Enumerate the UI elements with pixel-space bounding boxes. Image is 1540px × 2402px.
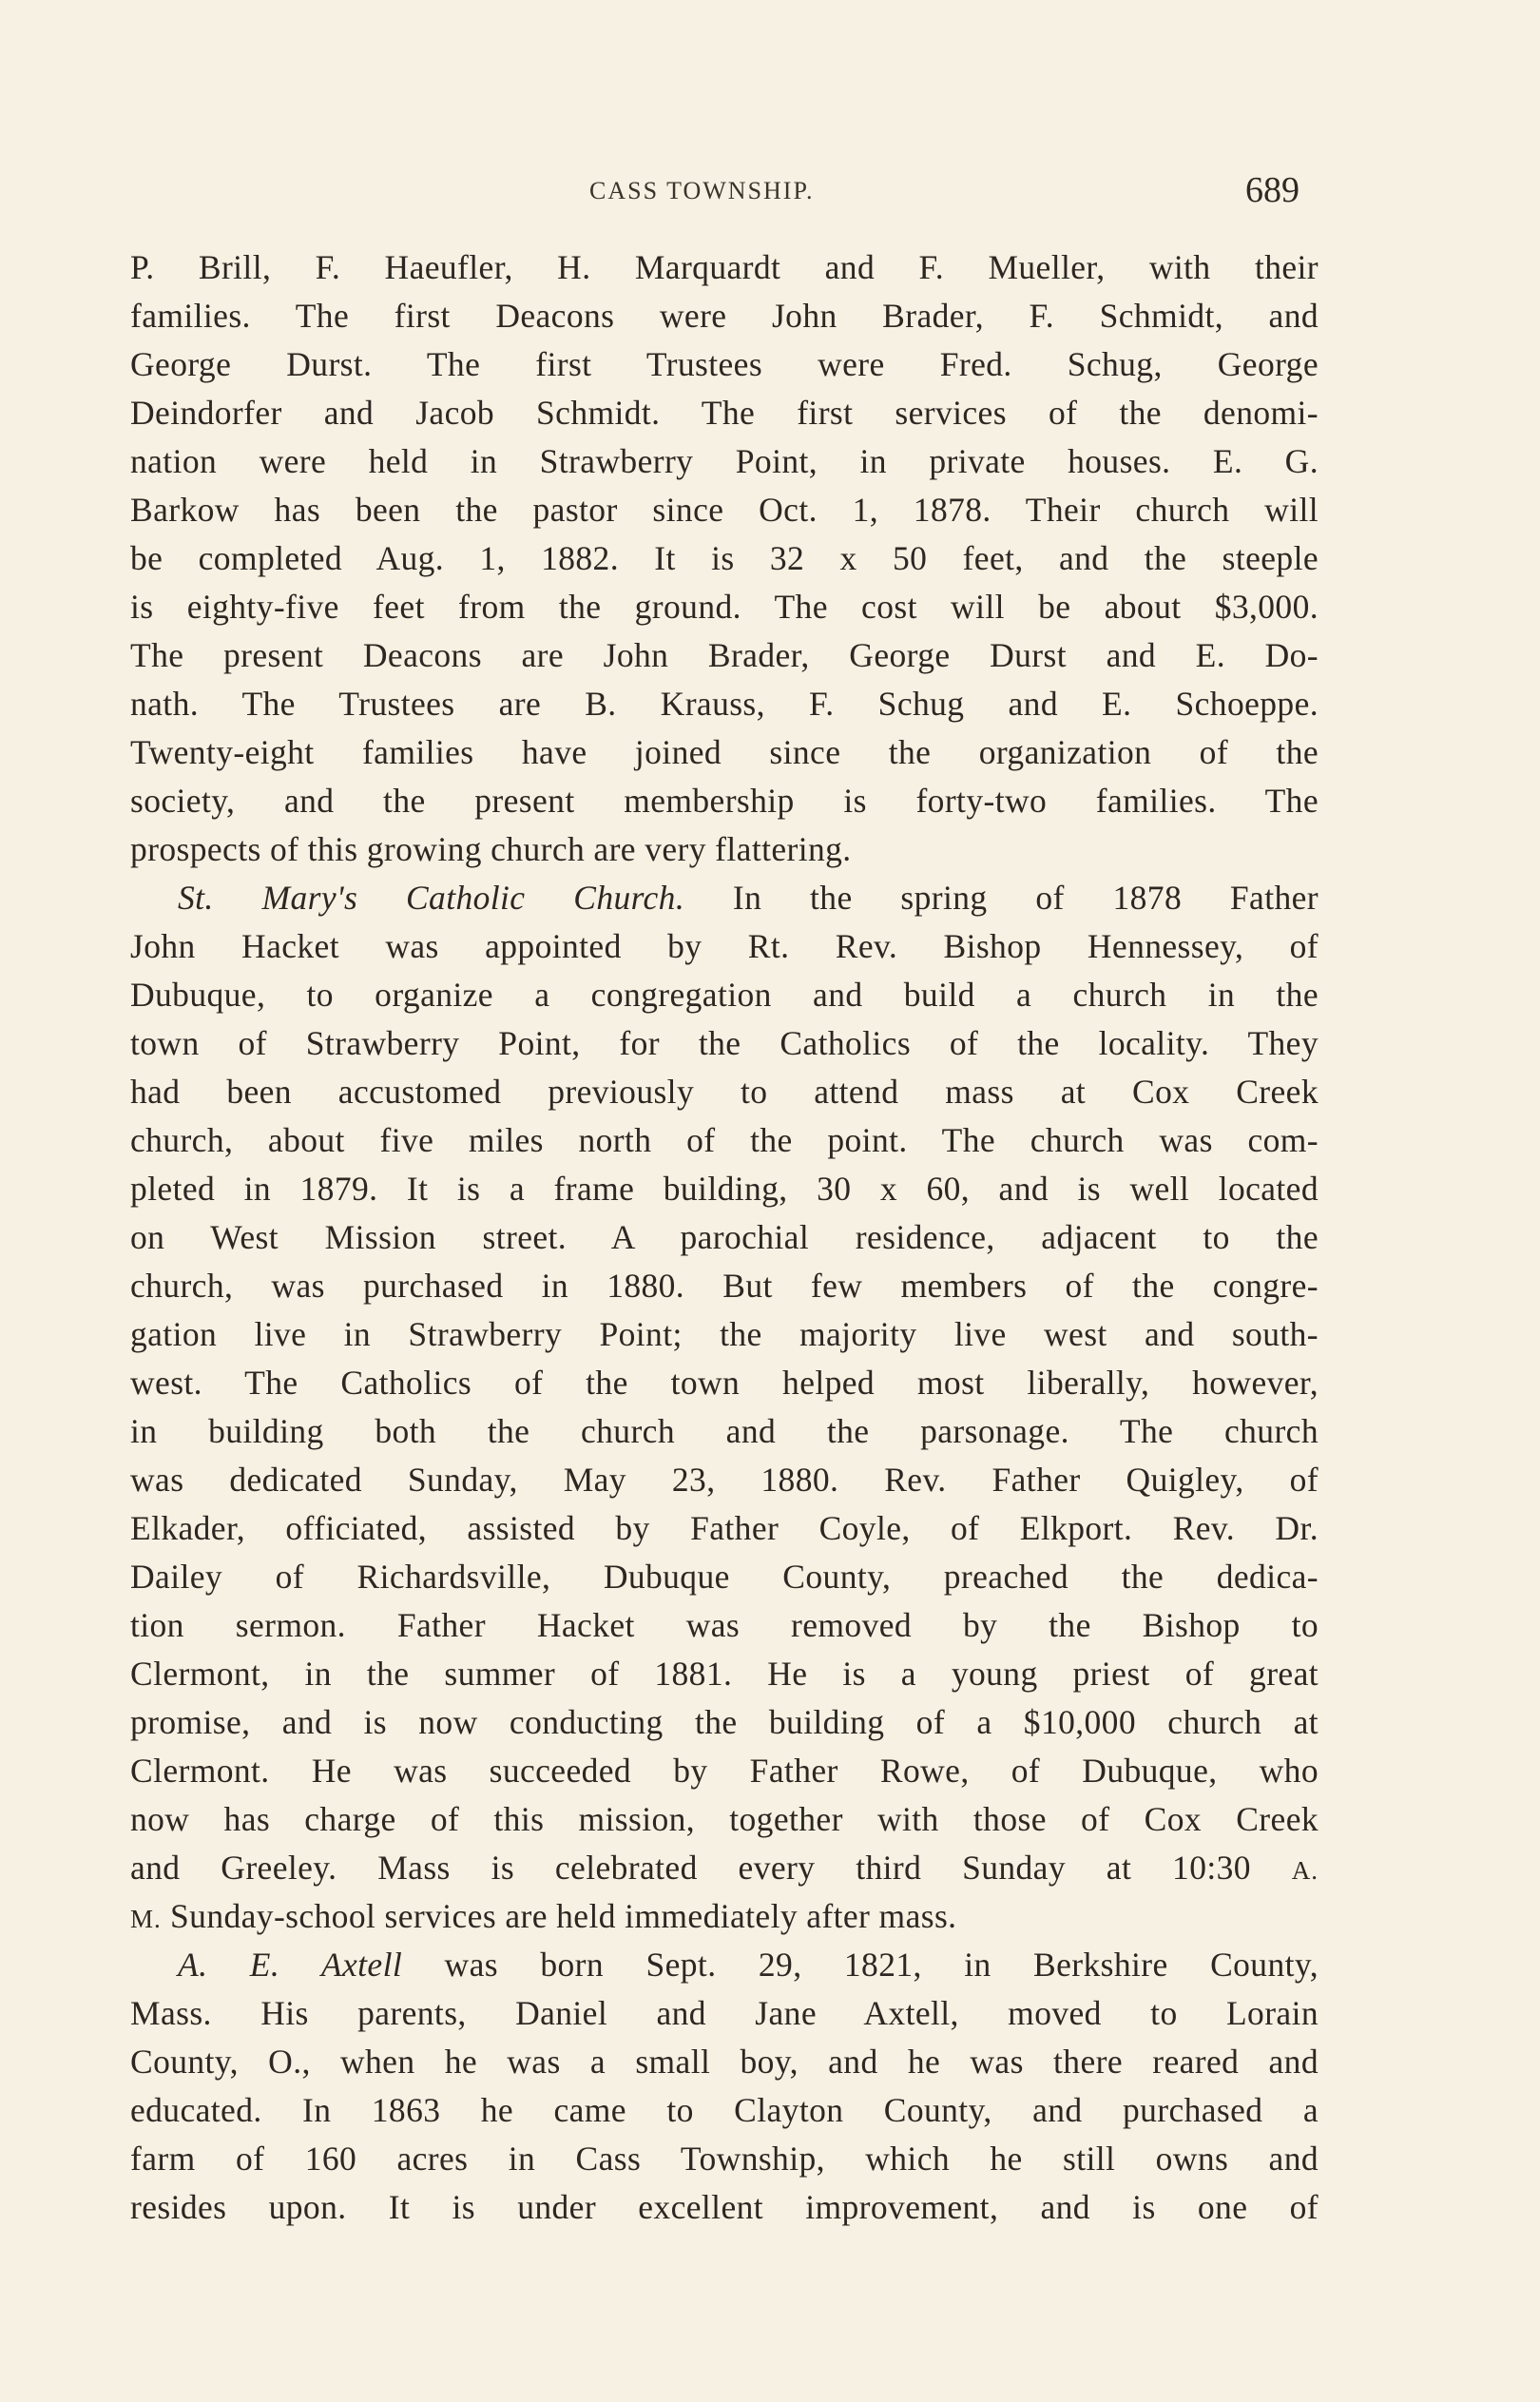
text-line: Barkow has been the pastor since Oct. 1, 1878. Their church will	[130, 491, 1319, 529]
text-line: tion sermon. Father Hacket was removed by the Bishop to	[130, 1606, 1319, 1644]
text-line: nation were held in Strawberry Point, in private houses. E. G.	[130, 442, 1319, 480]
text-line: Dailey of Richardsville, Dubuque County, preached the dedica-	[130, 1558, 1319, 1596]
text-line: had been accustomed previously to attend mass at Cox Creek	[130, 1073, 1319, 1111]
text-line: farm of 160 acres in Cass Township, which he still owns and	[130, 2140, 1319, 2178]
text-segment: and Greeley. Mass is celebrated every third Sunday at 10:30	[130, 1849, 1292, 1887]
text-line: Dubuque, to organize a congregation and build a church in the	[130, 976, 1319, 1014]
paragraph-start-axtell	[130, 1941, 1319, 1989]
text-line-mass-time	[130, 1844, 1319, 1892]
text-line: families. The first Deacons were John Brader, F. Schmidt, and	[130, 297, 1319, 335]
text-line: town of Strawberry Point, for the Catholics of the locality. They	[130, 1024, 1319, 1062]
text-line: John Hacket was appointed by Rt. Rev. Bishop Hennessey, of	[130, 927, 1319, 965]
paragraph-start-st-marys	[130, 874, 1319, 922]
text-line: George Durst. The first Trustees were Fred. Schug, George	[130, 345, 1319, 383]
body-text	[130, 243, 1319, 2232]
text-line: society, and the present membership is forty-two families. The	[130, 782, 1319, 820]
text-segment: was born Sept. 29, 1821, in Berkshire County,	[402, 1946, 1319, 1984]
text-line: west. The Catholics of the town helped most liberally, however,	[130, 1364, 1319, 1402]
running-title: CASS TOWNSHIP.	[589, 177, 815, 204]
text-line-sunday-school	[130, 1892, 1319, 1941]
text-line: pleted in 1879. It is a frame building, 30 x 60, and is well located	[130, 1170, 1319, 1208]
running-head	[0, 169, 1540, 217]
text-line: church, about five miles north of the point. The church was com-	[130, 1121, 1319, 1159]
time-abbrev: A.	[1291, 1856, 1319, 1885]
time-abbrev: M.	[130, 1905, 162, 1933]
text-line: in building both the church and the parsonage. The church	[130, 1412, 1319, 1450]
text-line: nath. The Trustees are B. Krauss, F. Schug and E. Schoeppe.	[130, 685, 1319, 723]
text-line: resides upon. It is under excellent improvement, and is one of	[130, 2188, 1319, 2226]
text-line: church, was purchased in 1880. But few members of the congre-	[130, 1267, 1319, 1305]
text-line: Clermont. He was succeeded by Father Rowe, of Dubuque, who	[130, 1752, 1319, 1790]
text-line: on West Mission street. A parochial residence, adjacent to the	[130, 1218, 1319, 1256]
biography-name-axtell: A. E. Axtell	[178, 1946, 403, 1984]
text-line: Deindorfer and Jacob Schmidt. The first services of the denomi-	[130, 394, 1319, 432]
text-line: Elkader, officiated, assisted by Father Coyle, of Elkport. Rev. Dr.	[130, 1509, 1319, 1547]
text-line: P. Brill, F. Haeufler, H. Marquardt and F. Mueller, with their	[130, 248, 1319, 286]
text-line: prospects of this growing church are very flattering.	[130, 830, 852, 868]
text-line: County, O., when he was a small boy, and he was there reared and	[130, 2043, 1319, 2081]
text-line: now has charge of this mission, together with those of Cox Creek	[130, 1800, 1319, 1838]
section-heading-st-marys: St. Mary's Catholic Church.	[178, 879, 685, 917]
text-line: be completed Aug. 1, 1882. It is 32 x 50 feet, and the steeple	[130, 539, 1319, 577]
text-segment: In the spring of 1878 Father	[684, 879, 1319, 917]
text-line: Mass. His parents, Daniel and Jane Axtell, moved to Lorain	[130, 1994, 1319, 2032]
text-line: gation live in Strawberry Point; the majority live west and south-	[130, 1315, 1319, 1353]
text-line: was dedicated Sunday, May 23, 1880. Rev. Father Quigley, of	[130, 1461, 1319, 1499]
text-line: Clermont, in the summer of 1881. He is a young priest of great	[130, 1655, 1319, 1693]
text-line: promise, and is now conducting the building of a $10,000 church at	[130, 1703, 1319, 1741]
page-number: 689	[1245, 170, 1299, 210]
text-line: Twenty-eight families have joined since the organization of the	[130, 733, 1319, 771]
text-line: is eighty-five feet from the ground. The cost will be about $3,000.	[130, 588, 1319, 626]
text-line: educated. In 1863 he came to Clayton County, and purchased a	[130, 2091, 1319, 2129]
text-segment: Sunday-school services are held immediately after mass.	[161, 1897, 957, 1935]
text-line: The present Deacons are John Brader, George Durst and E. Do-	[130, 636, 1319, 674]
